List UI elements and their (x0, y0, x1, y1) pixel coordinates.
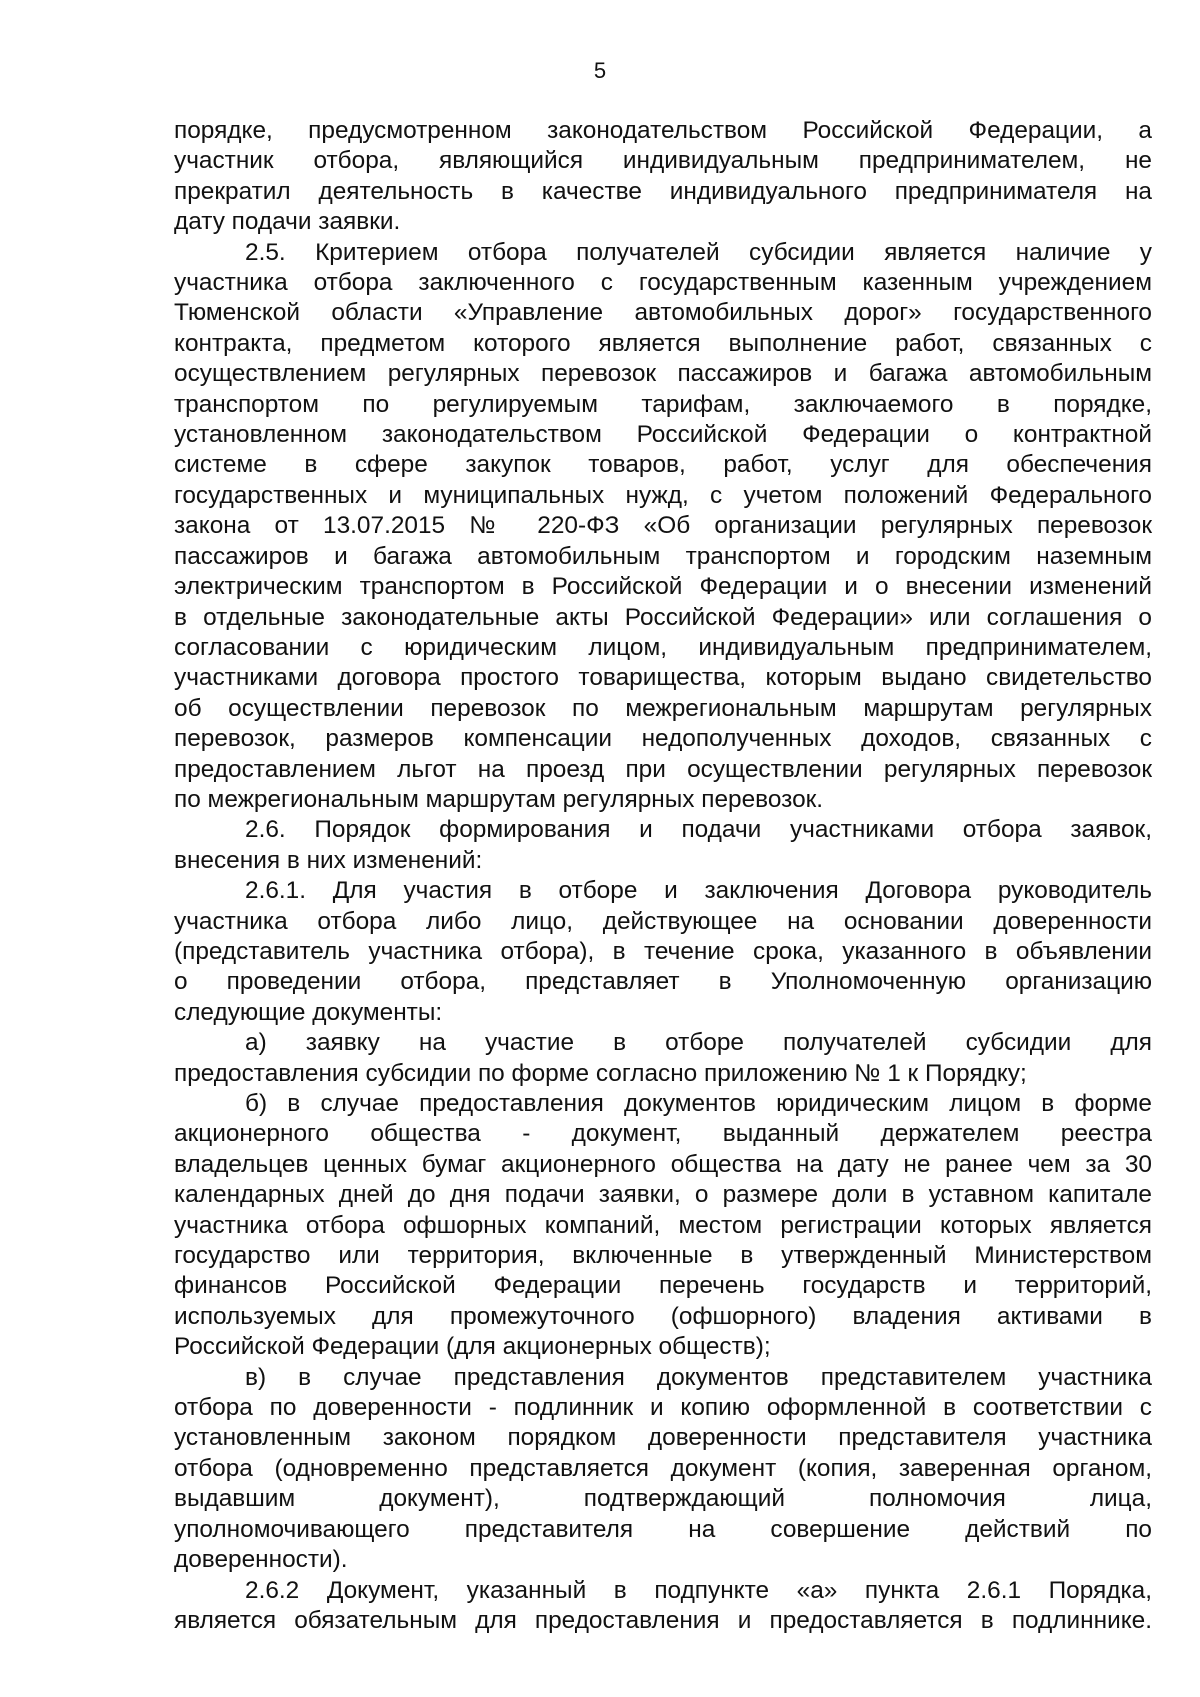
text-line: закона от 13.07.2015 № 220-ФЗ «Об организации регулярных перевозок (174, 512, 1152, 540)
text-line: системе в сфере закупок товаров, работ, услуг для обеспечения (174, 451, 1152, 479)
text-line: государство или территория, включенные в утвержденный Министерством (174, 1242, 1152, 1270)
text-line: государственных и муниципальных нужд, с учетом положений Федерального (174, 481, 1152, 509)
text-line: а) заявку на участие в отборе получателей субсидии для (245, 1029, 1152, 1057)
text-line: используемых для промежуточного (офшорного) владения активами в (174, 1302, 1152, 1330)
text-line: 2.6.2 Документ, указанный в подпункте «а» пункта 2.6.1 Порядка, (245, 1576, 1152, 1604)
text-line: 2.6. Порядок формирования и подачи участниками отбора заявок, (245, 816, 1152, 844)
text-line: выдавшим документ), подтверждающий полномочия лица, (174, 1485, 1152, 1513)
text-line: контракта, предметом которого является выполнение работ, связанных с (174, 329, 1152, 357)
text-line: Российской Федерации (для акционерных обществ); (174, 1333, 771, 1361)
page-number: 5 (593, 58, 607, 83)
text-line: установленном законодательством Российской Федерации о контрактной (174, 421, 1152, 449)
text-line: перевозок, размеров компенсации недополученных доходов, связанных с (174, 725, 1152, 753)
text-line: уполномочивающего представителя на совершение действий по (174, 1515, 1152, 1543)
text-line: является обязательным для предоставления и предоставляется в подлиннике. (174, 1606, 1152, 1634)
text-line: о проведении отбора, представляет в Уполномоченную организацию (174, 968, 1152, 996)
text-line: доверенности). (174, 1546, 348, 1574)
text-line: акционерного общества - документ, выданный держателем реестра (174, 1120, 1152, 1148)
text-line: участниками договора простого товарищества, которым выдано свидетельство (174, 664, 1152, 692)
text-line: 2.6.1. Для участия в отборе и заключения Договора руководитель (245, 877, 1152, 905)
text-line: транспортом по регулируемым тарифам, заключаемого в порядке, (174, 390, 1152, 418)
text-line: установленным законом порядком доверенности представителя участника (174, 1424, 1152, 1452)
text-line: отбора по доверенности - подлинник и копию оформленной в соответствии с (174, 1394, 1152, 1422)
text-line: финансов Российской Федерации перечень государств и территорий, (174, 1272, 1152, 1300)
text-line: прекратил деятельность в качестве индивидуального предпринимателя на (174, 177, 1152, 205)
text-line: следующие документы: (174, 998, 443, 1026)
text-line: 2.5. Критерием отбора получателей субсидии является наличие у (245, 238, 1152, 266)
text-line: календарных дней до дня подачи заявки, о размере доли в уставном капитале (174, 1181, 1152, 1209)
text-line: по межрегиональным маршрутам регулярных перевозок. (174, 785, 824, 813)
document-body (174, 116, 1152, 1636)
text-line: предоставления субсидии по форме согласно приложению № 1 к Порядку; (174, 1059, 1027, 1087)
text-line: порядке, предусмотренном законодательством Российской Федерации, а (174, 117, 1152, 144)
text-line: осуществлением регулярных перевозок пассажиров и багажа автомобильным (174, 360, 1152, 388)
text-line: (представитель участника отбора), в течение срока, указанного в объявлении (174, 937, 1152, 965)
text-line: дату подачи заявки. (174, 208, 401, 236)
text-line: участника отбора офшорных компаний, местом регистрации которых является (174, 1211, 1152, 1239)
text-line: участника отбора либо лицо, действующее на основании доверенности (174, 907, 1152, 935)
text-line: отбора (одновременно представляется документ (копия, заверенная органом, (174, 1454, 1152, 1482)
text-line: участник отбора, являющийся индивидуальным предпринимателем, не (174, 147, 1152, 175)
text-line: участника отбора заключенного с государственным казенным учреждением (174, 269, 1152, 297)
text-line: согласовании с юридическим лицом, индивидуальным предпринимателем, (174, 633, 1152, 661)
text-line: об осуществлении перевозок по межрегиональным маршрутам регулярных (174, 694, 1152, 722)
text-line: б) в случае предоставления документов юридическим лицом в форме (245, 1090, 1152, 1117)
text-line: предоставлением льгот на проезд при осуществлении регулярных перевозок (174, 755, 1152, 783)
text-line: электрическим транспортом в Российской Федерации и о внесении изменений (174, 573, 1152, 601)
text-line: в) в случае представления документов представителем участника (245, 1363, 1152, 1391)
text-line: внесения в них изменений: (174, 846, 483, 874)
text-line: пассажиров и багажа автомобильным транспортом и городским наземным (174, 542, 1152, 570)
text-line: в отдельные законодательные акты Российской Федерации» или соглашения о (174, 603, 1152, 631)
text-line: Тюменской области «Управление автомобильных дорог» государственного (174, 299, 1152, 327)
text-line: владельцев ценных бумаг акционерного общества на дату не ранее чем за 30 (174, 1150, 1152, 1178)
